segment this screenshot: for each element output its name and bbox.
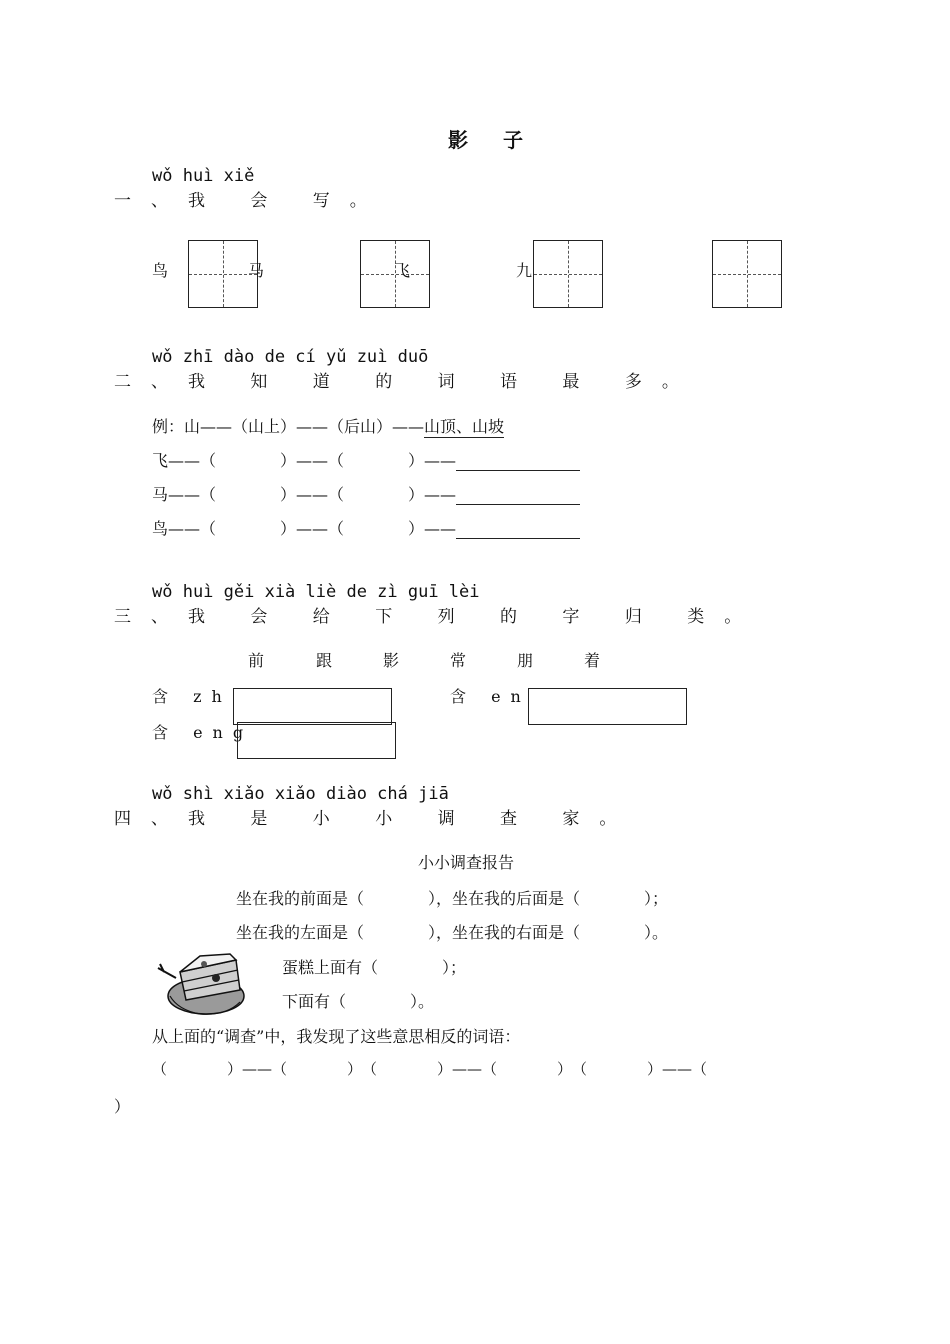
survey-line-2: 坐在我的左面是（ ），坐在我的右面是（ ）。 xyxy=(236,923,669,942)
example-row xyxy=(152,414,504,438)
opposites-prompt: 从上面的“调查”中，我发现了这些意思相反的词语： xyxy=(152,1027,521,1046)
cake-top-line: 蛋糕上面有（ ）； xyxy=(282,958,467,977)
label-en: 含 en xyxy=(450,687,531,706)
classify-word: 着 xyxy=(584,651,601,670)
label-eng: 含 eng xyxy=(152,723,254,742)
word-row-fei xyxy=(152,448,580,471)
opposites-answer-end: ） xyxy=(114,1097,131,1116)
survey-line-1: 坐在我的前面是（ ），坐在我的后面是（ ）； xyxy=(236,889,669,908)
writing-grid-4[interactable] xyxy=(712,240,782,308)
section-2-heading: 二、我 知 道 的 词 语 最 多。 xyxy=(114,372,699,392)
classify-word: 影 xyxy=(383,651,400,670)
answer-blank[interactable] xyxy=(456,451,580,471)
page-title: 影 子 xyxy=(448,128,537,152)
section-4-pinyin: wǒ shì xiǎo xiǎo diào chá jiā xyxy=(152,784,449,804)
word-row-label: 马——（ ）——（ ）—— xyxy=(152,485,457,504)
writing-grid-3[interactable] xyxy=(533,240,603,308)
char-niao: 鸟 xyxy=(152,261,169,280)
word-row-label: 飞——（ ）——（ ）—— xyxy=(152,451,457,470)
char-fei: 飞 xyxy=(394,261,411,280)
answer-blank[interactable] xyxy=(456,485,580,505)
cake-bottom-line: 下面有（ ）。 xyxy=(282,992,435,1011)
cake-icon xyxy=(156,946,252,1024)
report-title: 小小调查报告 xyxy=(418,853,515,872)
classify-word: 常 xyxy=(450,651,467,670)
label-zh: 含 zh xyxy=(152,687,232,706)
opposites-answer-line: （ ）——（ ） （ ）——（ ） （ ）——（ xyxy=(152,1060,708,1078)
char-ma: 马 xyxy=(248,261,265,280)
answer-blank[interactable] xyxy=(456,519,580,539)
section-1-heading: 一、我 会 写。 xyxy=(114,191,387,211)
section-2-pinyin: wǒ zhī dào de cí yǔ zuì duō xyxy=(152,347,429,367)
classify-word: 前 xyxy=(248,651,265,670)
answer-box-eng[interactable] xyxy=(237,722,396,759)
section-1-pinyin: wǒ huì xiě xyxy=(152,166,255,186)
section-3-heading: 三、我 会 给 下 列 的 字 归 类。 xyxy=(114,607,762,627)
section-4-heading: 四、我 是 小 小 调 查 家。 xyxy=(114,809,637,829)
example-prefix: 例：山——（山上）——（后山）—— xyxy=(152,417,425,436)
word-row-label: 鸟——（ ）——（ ）—— xyxy=(152,519,457,538)
word-row-ma xyxy=(152,482,580,505)
answer-box-en[interactable] xyxy=(528,688,687,725)
classify-word: 跟 xyxy=(316,651,333,670)
classify-word: 朋 xyxy=(517,651,534,670)
example-answer: 山顶、山坡 xyxy=(424,414,504,438)
char-jiu: 九 xyxy=(516,261,533,280)
answer-box-zh[interactable] xyxy=(233,688,392,725)
word-row-niao xyxy=(152,516,580,539)
section-3-pinyin: wǒ huì gěi xià liè de zì guī lèi xyxy=(152,582,480,602)
